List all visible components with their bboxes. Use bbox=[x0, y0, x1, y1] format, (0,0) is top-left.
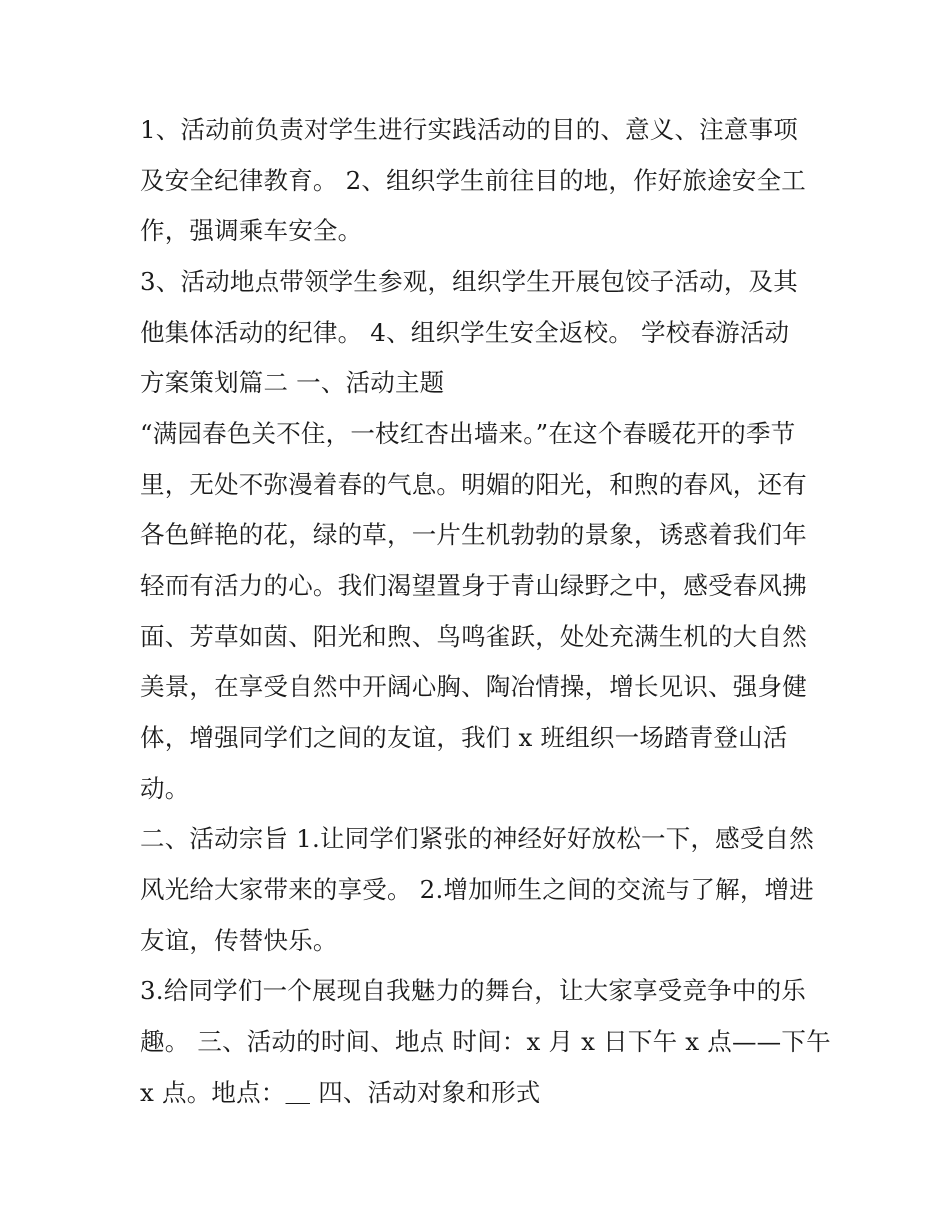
text-line: 及安全纪律教育。 2、组织学生前往目的地，作好旅途安全工 bbox=[140, 166, 806, 195]
text-line: 3、活动地点带领学生参观，组织学生开展包饺子活动，及其 bbox=[140, 267, 798, 296]
text-line: 动。 bbox=[140, 774, 190, 803]
text-line: 各色鲜艳的花，绿的草，一片生机勃勃的景象，诱惑着我们年 bbox=[140, 520, 807, 549]
text-line: 面、芳草如茵、阳光和煦、鸟鸣雀跃，处处充满生机的大自然 bbox=[140, 622, 807, 651]
text-line: 体，增强同学们之间的友谊，我们 x 班组织一场踏青登山活 bbox=[140, 723, 788, 752]
text-line: 风光给大家带来的享受。 2.增加师生之间的交流与了解，增进 bbox=[140, 875, 814, 904]
text-line: 作，强调乘车安全。 bbox=[140, 216, 363, 245]
text-line: 美景，在享受自然中开阔心胸、陶冶情操，增长见识、强身健 bbox=[140, 672, 807, 701]
text-line: 友谊，传替快乐。 bbox=[140, 926, 338, 955]
text-line: 趣。 三、活动的时间、地点 时间：x 月 x 日下午 x 点——下午 bbox=[140, 1027, 831, 1056]
text-line: 方案策划篇二 一、活动主题 bbox=[140, 368, 445, 397]
text-line: 里，无处不弥漫着春的气息。明媚的阳光，和煦的春风，还有 bbox=[140, 470, 807, 499]
text-line: 二、活动宗旨 1.让同学们紧张的神经好好放松一下，感受自然 bbox=[140, 824, 814, 853]
text-line: 轻而有活力的心。我们渴望置身于青山绿野之中，感受春风拂 bbox=[140, 571, 807, 600]
text-line: “满园春色关不住，一枝红杏出墙来。”在这个春暖花开的季节 bbox=[140, 419, 796, 448]
text-line: x 点。地点：＿ 四、活动对象和形式 bbox=[140, 1078, 541, 1107]
text-line: 3.给同学们一个展现自我魅力的舞台，让大家享受竞争中的乐 bbox=[140, 976, 806, 1005]
text-line: 他集体活动的纪律。 4、组织学生安全返校。 学校春游活动 bbox=[140, 318, 790, 347]
text-line: 1、活动前负责对学生进行实践活动的目的、意义、注意事项 bbox=[140, 115, 798, 144]
